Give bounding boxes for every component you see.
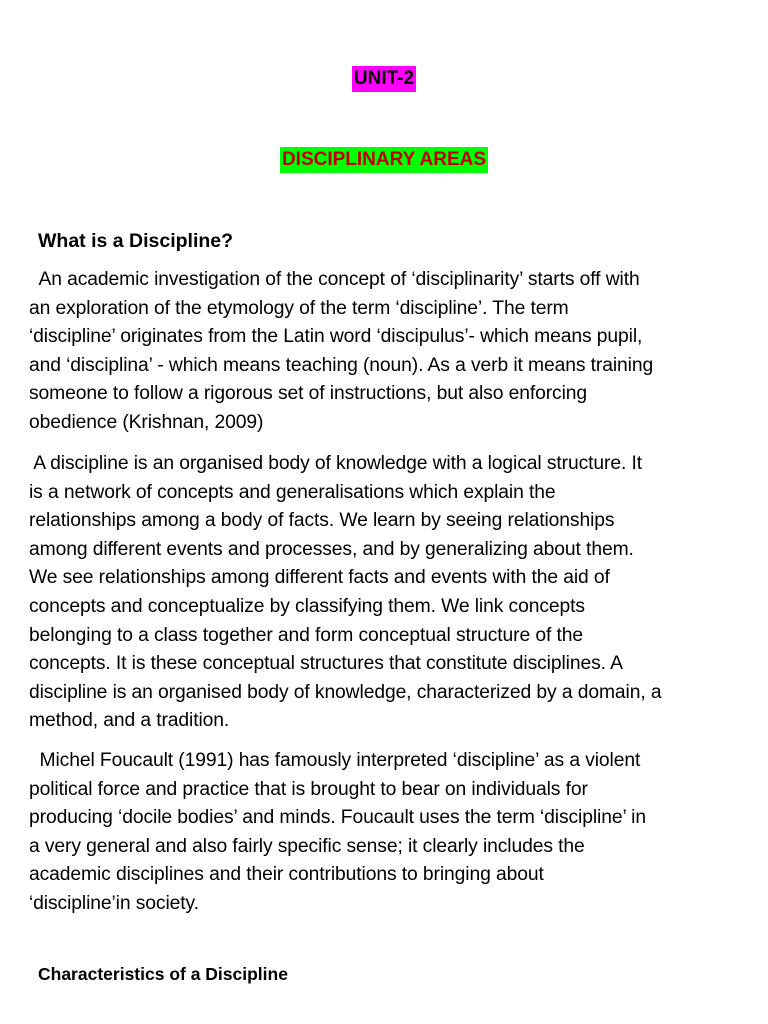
- paragraph-line: ‘discipline’ originates from the Latin word ‘discipulus’- which means pupil,: [29, 326, 643, 348]
- paragraph-line: We see relationships among different facts and events with the aid of: [29, 567, 610, 589]
- paragraph-line: and ‘disciplina’ - which means teaching (noun). As a verb it means training: [29, 354, 654, 376]
- question-heading: What is a Discipline?: [38, 230, 234, 252]
- paragraph-line: among different events and processes, and by generalizing about them.: [29, 538, 634, 560]
- section-title: [0, 147, 768, 173]
- paragraph-line: political force and practice that is brought to bear on individuals for: [29, 778, 588, 800]
- paragraph-line: ‘discipline’in society.: [29, 892, 199, 914]
- paragraph-line: belonging to a class together and form conceptual structure of the: [29, 624, 583, 646]
- paragraph-line: A discipline is an organised body of knowledge with a logical structure. It: [29, 453, 642, 474]
- unit-title: [0, 66, 768, 92]
- paragraph-line: producing ‘docile bodies’ and minds. Foucault uses the term ‘discipline’ in: [29, 807, 646, 829]
- paragraph-line: obedience (Krishnan, 2009): [29, 411, 264, 433]
- paragraph-line: method, and a tradition.: [29, 710, 230, 732]
- paragraph-definition: [29, 450, 737, 736]
- paragraph-line: concepts. It is these conceptual structures that constitute disciplines. A: [29, 653, 623, 675]
- paragraph-line: a very general and also fairly specific sense; it clearly includes the: [29, 835, 585, 857]
- unit-label: UNIT-2: [352, 66, 416, 92]
- paragraph-line: concepts and conceptualize by classifying them. We link concepts: [29, 595, 585, 617]
- paragraph-foucault: [29, 747, 737, 919]
- paragraph-line: An academic investigation of the concept of ‘disciplinarity’ starts off with: [29, 269, 640, 290]
- paragraph-line: discipline is an organised body of knowledge, characterized by a domain, a: [29, 681, 662, 703]
- paragraph-etymology: [29, 266, 737, 438]
- paragraph-line: an exploration of the etymology of the term ‘discipline’. The term: [29, 297, 569, 319]
- section-title-label: DISCIPLINARY AREAS: [280, 147, 488, 173]
- characteristics-heading: Characteristics of a Discipline: [38, 964, 288, 984]
- paragraph-line: Michel Foucault (1991) has famously interpreted ‘discipline’ as a violent: [29, 750, 641, 771]
- paragraph-line: academic disciplines and their contributions to bringing about: [29, 864, 544, 886]
- paragraph-line: is a network of concepts and generalisations which explain the: [29, 481, 556, 503]
- paragraph-line: relationships among a body of facts. We learn by seeing relationships: [29, 510, 615, 532]
- paragraph-line: someone to follow a rigorous set of instructions, but also enforcing: [29, 383, 588, 405]
